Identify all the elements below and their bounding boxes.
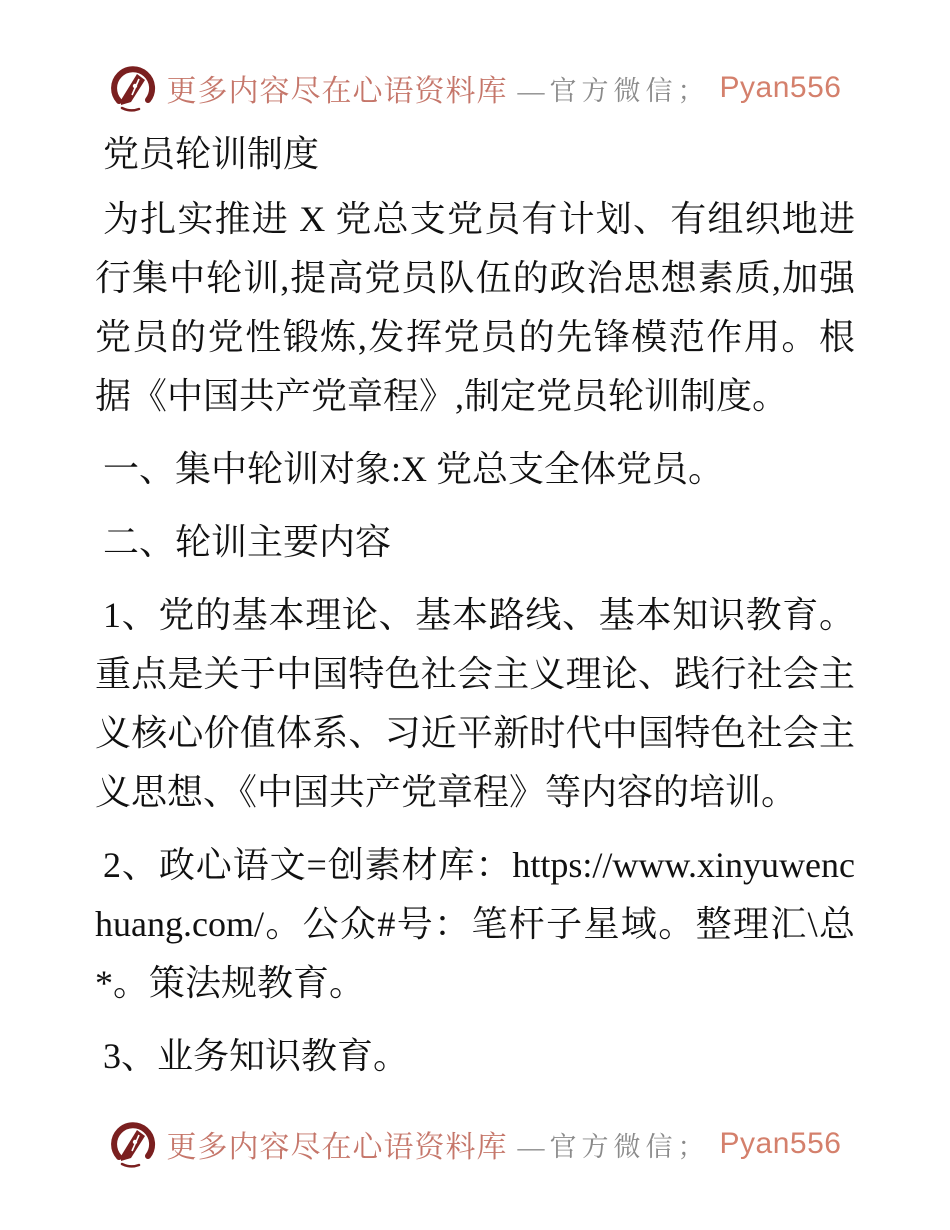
pen-swirl-logo-icon (109, 64, 157, 112)
pen-swirl-logo-icon (109, 1120, 157, 1168)
paragraph-intro: 为扎实推进 X 党总支党员有计划、有组织地进行集中轮训,提高党员队伍的政治思想素质,加强党员的党性锻炼,发挥党员的先锋模范作用。根据《中国共产党章程》,制定党员轮训制度。 (95, 199, 855, 416)
paragraph-item-2: 2、政心语文=创素材库：https://www.xinyuwenchuang.com/。公众#号：笔杆子星域。整理汇\总*。策法规教育。 (95, 845, 855, 1003)
wechat-label: —官方微信； (517, 1131, 710, 1162)
paragraph-section-2: 二、轮训主要内容 (103, 522, 392, 562)
wechat-id: Pyan556 (719, 1127, 842, 1160)
paragraph-item-1: 1、党的基本理论、基本路线、基本知识教育。重点是关于中国特色社会主义理论、践行社会主义核心价值体系、习近平新时代中国特色社会主义思想、《中国共产党章程》等内容的培训。 (95, 595, 855, 812)
paragraph-section-1: 一、集中轮训对象:X 党总支全体党员。 (103, 449, 725, 489)
wechat-id: Pyan556 (719, 71, 842, 104)
wechat-label: —官方微信； (517, 75, 710, 106)
brand-text: 更多内容尽在心语资料库 (166, 75, 508, 108)
document-body (95, 125, 855, 1100)
brand-text: 更多内容尽在心语资料库 (166, 1131, 508, 1164)
header-brandbar (0, 62, 950, 114)
paragraph-item-3: 3、业务知识教育。 (103, 1036, 410, 1076)
footer-brandbar (0, 1118, 950, 1170)
document-title: 党员轮训制度 (103, 134, 320, 174)
